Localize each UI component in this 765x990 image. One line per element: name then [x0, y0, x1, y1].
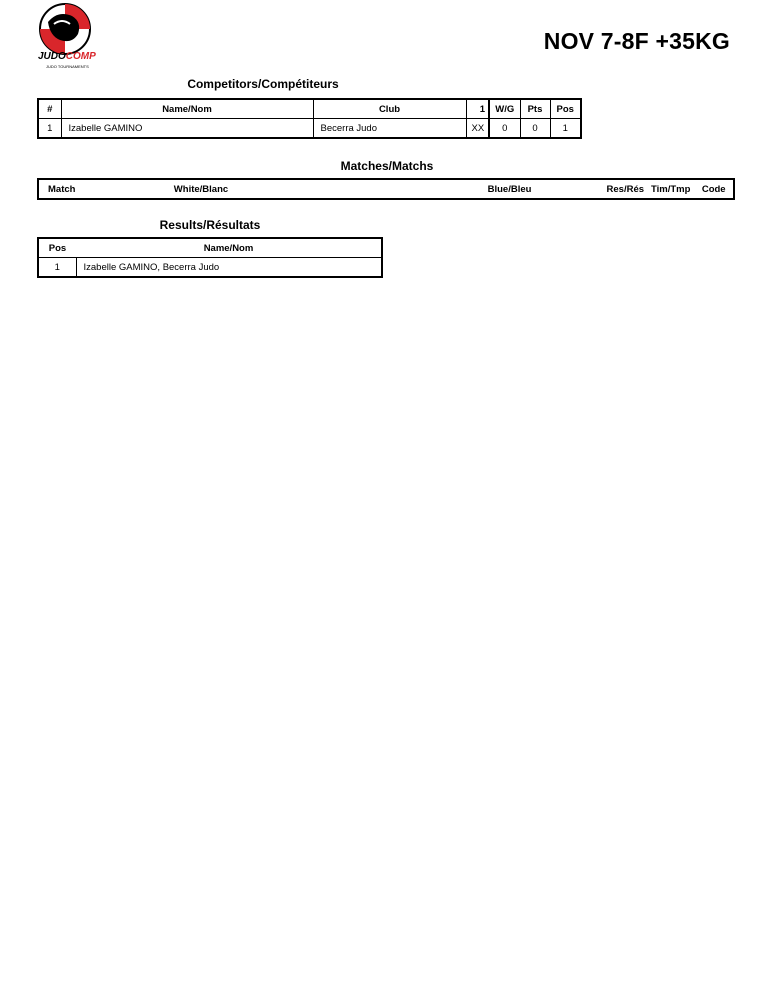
- header-pos: Pos: [38, 238, 76, 258]
- result-name: Izabelle GAMINO, Becerra Judo: [76, 258, 382, 278]
- header-round-1: 1: [466, 99, 489, 119]
- header-time: Tim/Tmp: [651, 183, 691, 195]
- results-heading: Results/Résultats: [159, 218, 261, 232]
- header-code: Code: [701, 183, 726, 195]
- header-num: #: [38, 99, 61, 119]
- matches-header-row: [38, 179, 734, 199]
- competitors-heading: Competitors/Compétiteurs: [187, 77, 339, 91]
- header-pos: Pos: [550, 99, 581, 119]
- logo-wordmark: JUDOCOMP: [38, 51, 96, 62]
- header-blue: Blue/Bleu: [487, 183, 532, 195]
- competitor-wg: 0: [489, 119, 520, 139]
- judocomp-logo: [38, 2, 100, 70]
- matches-heading: Matches/Matchs: [340, 159, 434, 173]
- competitor-club: Becerra Judo: [313, 119, 466, 139]
- competitors-header-row: [38, 99, 581, 119]
- header-wg: W/G: [489, 99, 520, 119]
- logo-subtitle: JUDO TOURNAMENTS: [46, 64, 89, 69]
- header-pts: Pts: [520, 99, 550, 119]
- results-table: [37, 237, 383, 278]
- competitors-table: [37, 98, 582, 139]
- header-club: Club: [313, 99, 466, 119]
- competitor-num: 1: [38, 119, 61, 139]
- page-title: NOV 7-8F +35KG: [543, 28, 730, 54]
- header-res: Res/Rés: [606, 183, 645, 195]
- header-name: Name/Nom: [76, 238, 382, 258]
- table-row: [38, 258, 382, 278]
- header-match: Match: [48, 183, 76, 195]
- results-header-row: [38, 238, 382, 258]
- table-row: [38, 119, 581, 139]
- competitor-pts: 0: [520, 119, 550, 139]
- header-white: White/Blanc: [173, 183, 229, 195]
- result-pos: 1: [38, 258, 76, 278]
- competitor-name: Izabelle GAMINO: [61, 119, 313, 139]
- header-name: Name/Nom: [61, 99, 313, 119]
- matches-table: [37, 178, 735, 200]
- competitor-round-1: XX: [466, 119, 489, 139]
- competitor-pos: 1: [550, 119, 581, 139]
